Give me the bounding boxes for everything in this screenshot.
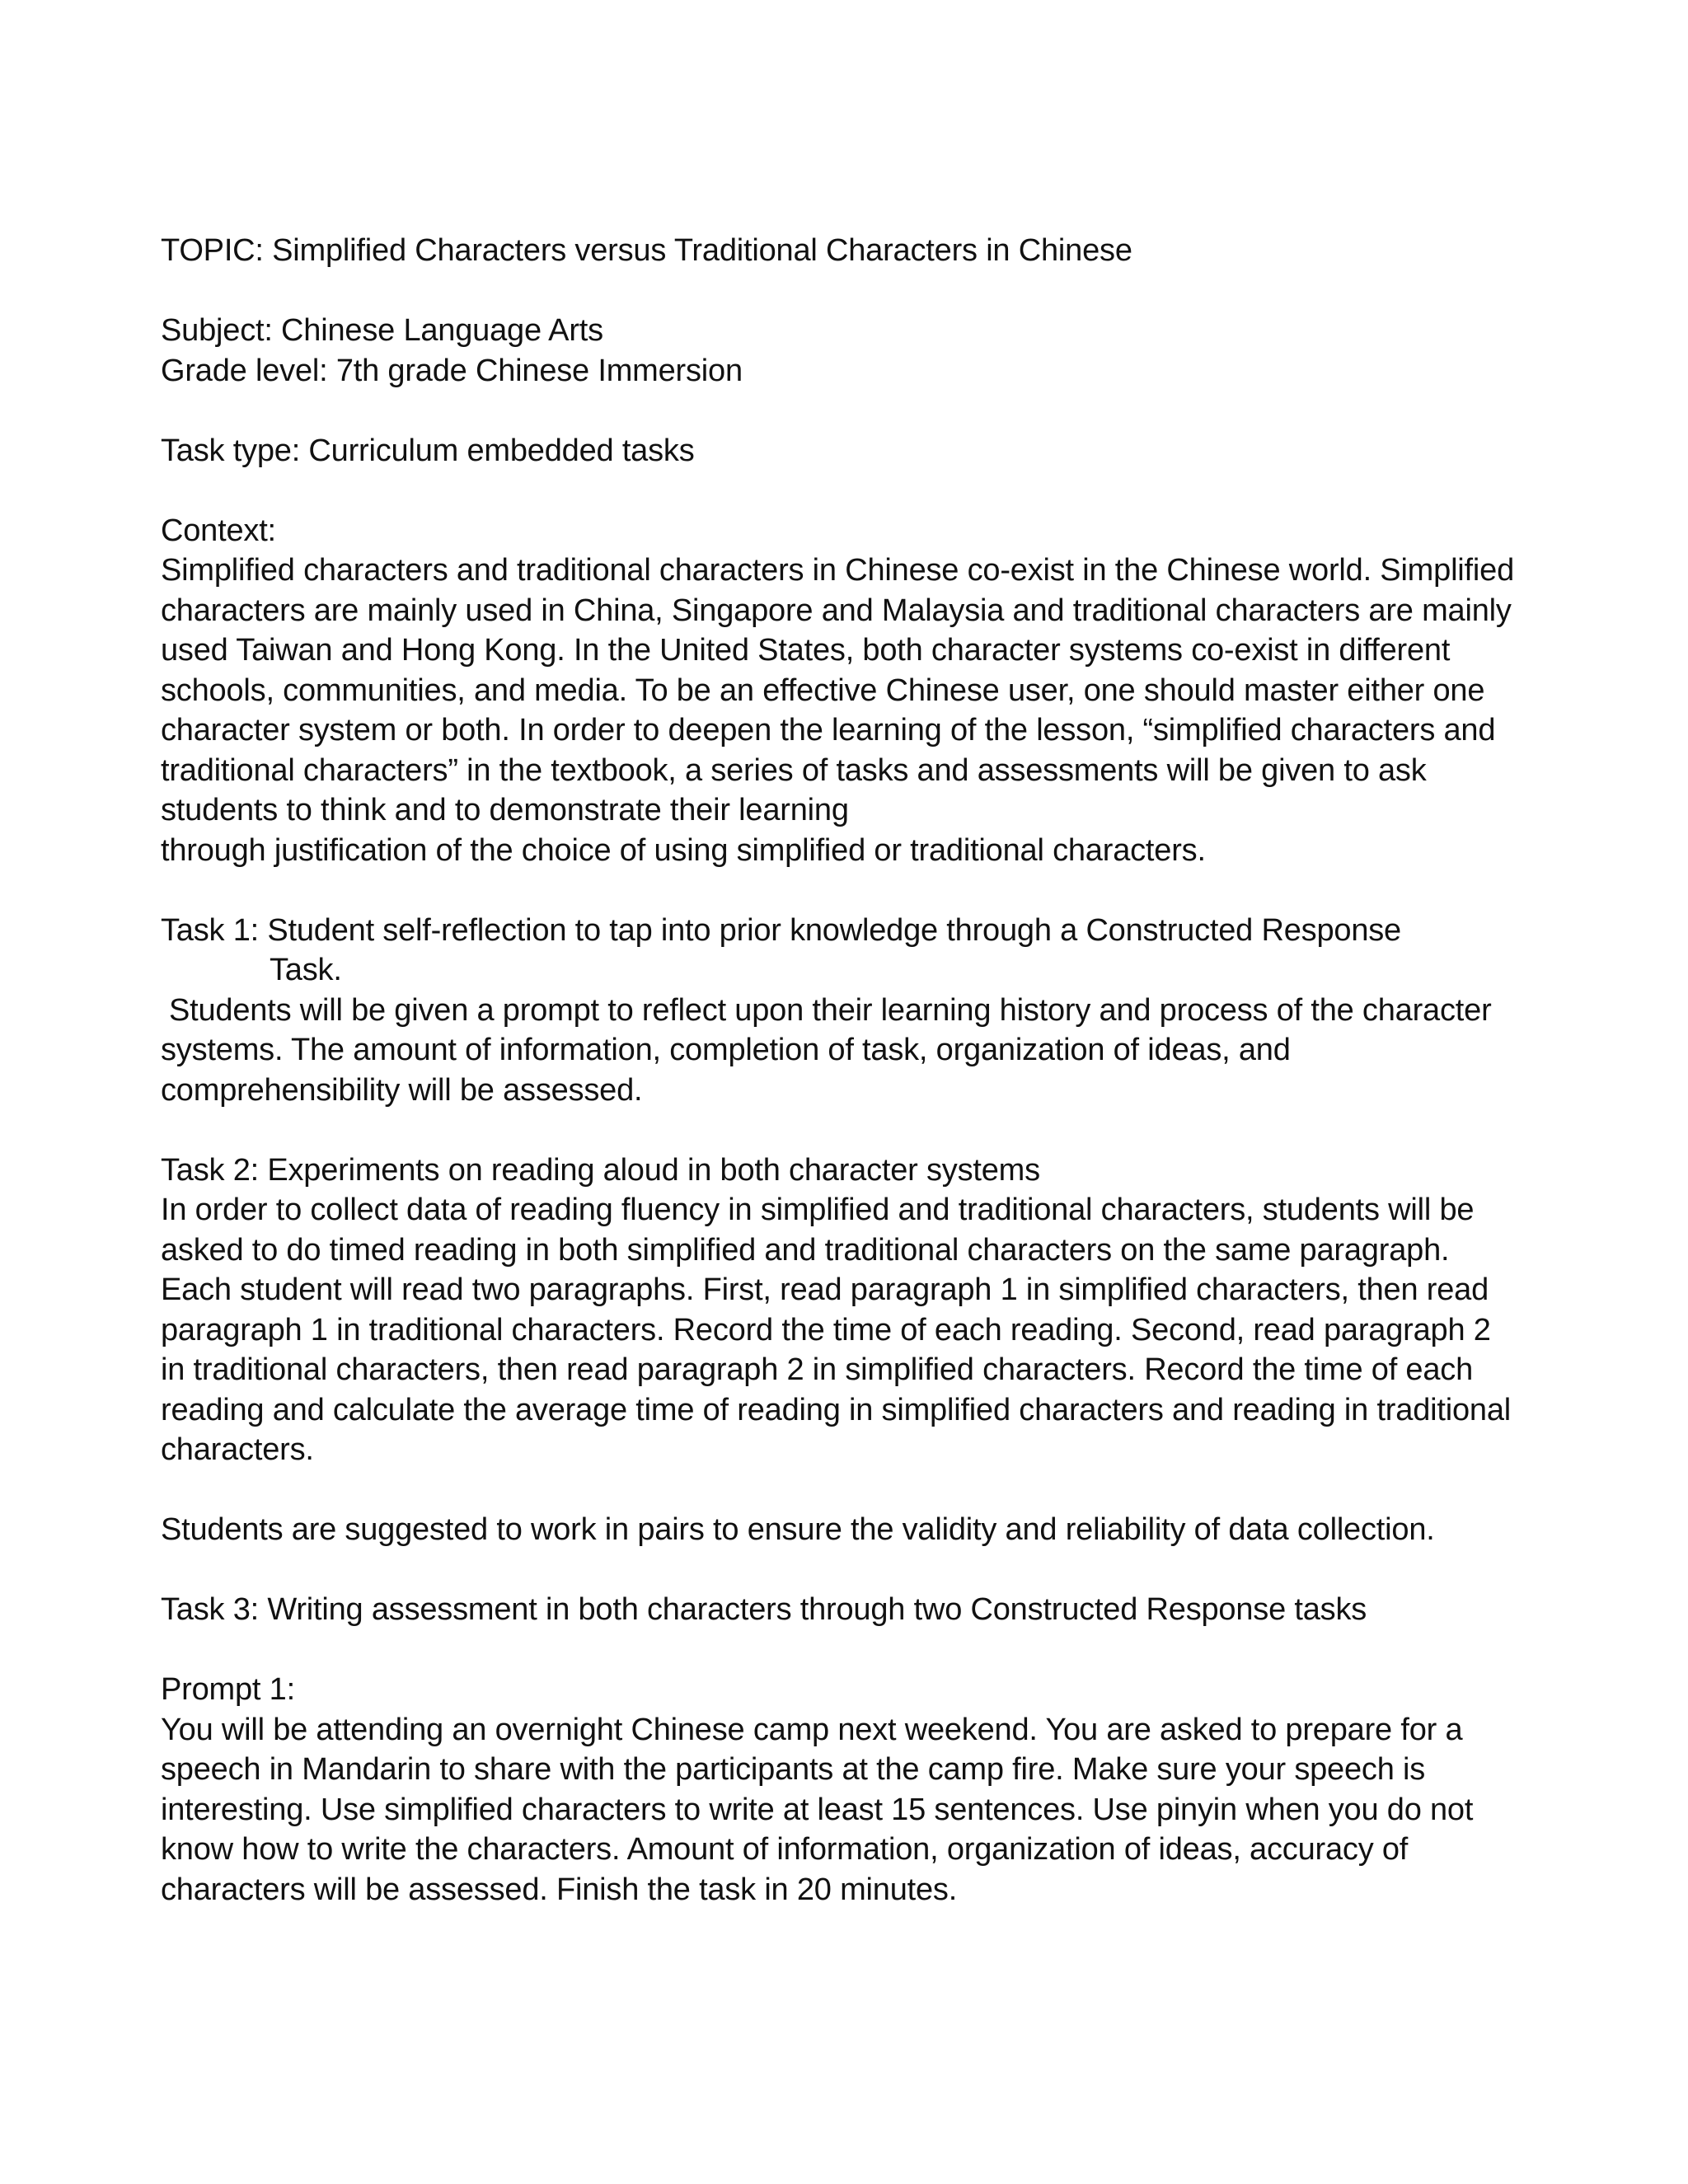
task2-line: asked to do timed reading in both simplified and traditional characters on the same paragraph. xyxy=(161,1232,1450,1268)
prompt1-heading: Prompt 1: xyxy=(161,1672,295,1707)
spacer xyxy=(161,870,1496,911)
task1-heading-continued: Task. xyxy=(270,953,342,987)
task2-line: In order to collect data of reading fluency in simplified and traditional characters, students will be xyxy=(161,1193,1475,1227)
context-line: characters are mainly used in China, Singapore and Malaysia and traditional characters are mainly xyxy=(161,593,1512,628)
prompt1-line: know how to write the characters. Amount of information, organization of ideas, accuracy of xyxy=(161,1832,1409,1867)
spacer xyxy=(161,391,1496,431)
context-line: traditional characters” in the textbook, a series of tasks and assessments will be given to ask xyxy=(161,752,1427,788)
task2-line: reading and calculate the average time of reading in simplified characters and reading in traditional xyxy=(161,1392,1512,1427)
prompt1-line: interesting. Use simplified characters to write at least 15 sentences. Use pinyin when you do not xyxy=(161,1792,1474,1827)
spacer xyxy=(161,271,1496,312)
task2-note: Students are suggested to work in pairs to ensure the validity and reliability of data collection. xyxy=(161,1512,1435,1547)
task2-line: paragraph 1 in traditional characters. Record the time of each reading. Second, read paragraph 2 xyxy=(161,1312,1491,1347)
prompt1-line: characters will be assessed. Finish the task in 20 minutes. xyxy=(161,1872,958,1907)
spacer xyxy=(161,471,1496,511)
context-line: used Taiwan and Hong Kong. In the United States, both character systems co-exist in different xyxy=(161,633,1451,668)
prompt1-line: speech in Mandarin to share with the participants at the camp fire. Make sure your speech is xyxy=(161,1752,1426,1787)
prompt1-line: You will be attending an overnight Chinese camp next weekend. You are asked to prepare for a xyxy=(161,1712,1463,1747)
spacer xyxy=(161,1630,1496,1671)
task2-heading: Task 2: Experiments on reading aloud in both character systems xyxy=(161,1152,1040,1188)
topic-line: TOPIC: Simplified Characters versus Traditional Characters in Chinese xyxy=(161,233,1132,268)
spacer xyxy=(161,1110,1496,1151)
subject-line: Subject: Chinese Language Arts xyxy=(161,313,603,348)
task3-heading: Task 3: Writing assessment in both characters through two Constructed Response tasks xyxy=(161,1592,1367,1627)
grade-level-line: Grade level: 7th grade Chinese Immersion xyxy=(161,353,743,388)
task1-heading: Task 1: Student self-reflection to tap into prior knowledge through a Constructed Response xyxy=(161,912,1401,948)
context-line: through justification of the choice of using simplified or traditional characters. xyxy=(161,832,1206,868)
task1-line: systems. The amount of information, completion of task, organization of ideas, and xyxy=(161,1033,1291,1067)
context-line: Simplified characters and traditional characters in Chinese co-exist in the Chinese world. Simplified xyxy=(161,553,1515,588)
spacer xyxy=(161,1470,1496,1511)
context-heading: Context: xyxy=(161,513,276,548)
document-body xyxy=(161,231,1515,1910)
context-line: character system or both. In order to deepen the learning of the lesson, “simplified characters and xyxy=(161,713,1496,748)
task2-line: Each student will read two paragraphs. First, read paragraph 1 in simplified characters, then read xyxy=(161,1272,1489,1307)
context-line: students to think and to demonstrate their learning xyxy=(161,793,849,827)
task2-line: in traditional characters, then read paragraph 2 in simplified characters. Record the time of each xyxy=(161,1352,1474,1387)
spacer xyxy=(161,1550,1496,1591)
task1-line: comprehensibility will be assessed. xyxy=(161,1072,643,1108)
context-line: schools, communities, and media. To be an effective Chinese user, one should master either one xyxy=(161,673,1485,708)
task1-line: Students will be given a prompt to reflect upon their learning history and process of the character xyxy=(169,992,1492,1028)
task2-line: characters. xyxy=(161,1432,314,1467)
task-type-line: Task type: Curriculum embedded tasks xyxy=(161,433,695,468)
